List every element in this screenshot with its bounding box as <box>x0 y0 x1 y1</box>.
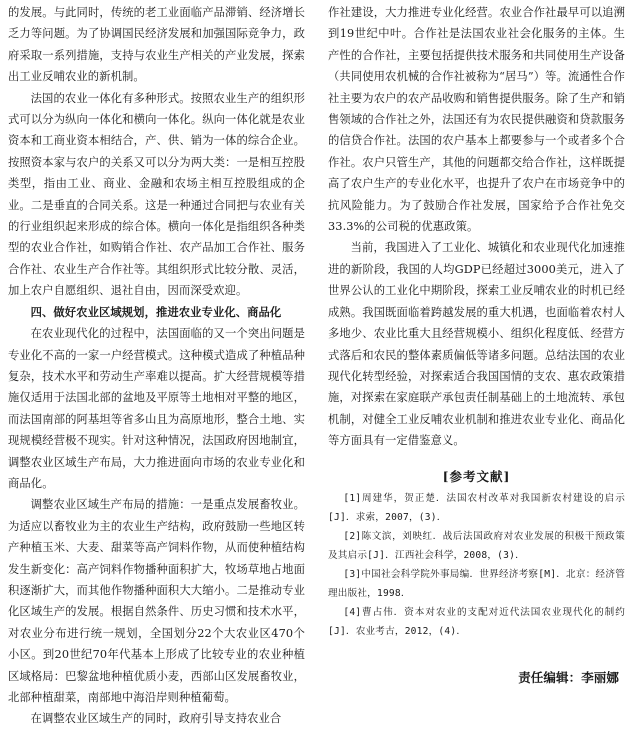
reference-item-4: [4]曹占伟．资本对农业的支配对近代法国农业现代化的制约[J]．农业考古，2012，(4)． <box>328 606 625 637</box>
left-paragraph-1: 的发展。与此同时，传统的老工业面临产品滞销、经济增长乏力等问题。为了协调国民经济发展和加强国际竞争力，政府采取一系列措施，支持与农业生产相关的产业发展，探索出工业反哺农业的新机制。 <box>8 6 305 84</box>
reference-item-2: [2]陈文滨，刘映红．战后法国政府对农业发展的积极干预政策及其启示[J]．江西社会科学，2008，(3)． <box>328 530 625 561</box>
reference-item-1: [1]周建华，贺正楚．法国农村改革对我国新农村建设的启示[J]．求索，2007，(3)． <box>328 492 625 523</box>
right-column <box>328 2 625 739</box>
left-paragraph-5: 在调整农业区域生产的同时，政府引导支持农业合 <box>30 712 282 726</box>
left-paragraph-2: 法国的农业一体化有多种形式。按照农业生产的组织形式可以分为纵向一体化和横向一体化。纵向一体化就是农业资本和工商业资本相结合，产、供、销为一体的综合企业。按照资本家与农户的关系又可以分为两大类：一是相互控股类型，指由工业、商业、金融和农场主相互控股组成的企业。二是垂直的合同关系。这是一种通过合同把与农业有关的行业组织起来形成的综合体。横向一体化是指组织各种类型的农业合作社，如购销合作社、农产品加工合作社、服务合作社、农业生产合作社等。其组织形式比较分散、灵活，加上农户自愿组织、退社自由，因而深受欢迎。 <box>8 91 305 298</box>
left-paragraph-4: 调整农业区域生产布局的措施：一是重点发展畜牧业。为适应以畜牧业为主的农业生产结构，政府鼓励一些地区转产种植玉米、大麦、甜菜等高产饲料作物，从而使种植结构发生新变化：高产饲料作物播种面积扩大，牧场草地占地面积逐渐扩大，而其他作物播种面积大大缩小。二是推动专业化区域生产的发展。根据自然条件、历史习惯和技术水平，对农业分布进行统一规划，全国划分22个大农业区470个小区。到20世纪70年代基本上形成了比较专业的农业种植区域格局：巴黎盆地种植优质小麦，西部山区发展畜牧业，北部种植甜菜，南部地中海沿岸则种植葡萄。 <box>8 498 305 704</box>
left-paragraph-3: 在农业现代化的过程中，法国面临的又一个突出问题是专业化不高的一家一户经营模式。这种模式造成了种植品种复杂，技术水平和劳动生产率难以提高。扩大经营规模等措施仅适用于法国北部的盆地及平原等土地相对平整的地区，而法国南部的阿基坦等省多山且为高原地形，整合土地、实现规模经营极不现实。针对这种情况，法国政府因地制宜，调整农业区域生产布局，大力推进面向市场的农业专业化和商品化。 <box>8 327 305 490</box>
section-heading-4: 四、做好农业区域规划，推进农业专业化、商品化 <box>30 304 282 319</box>
responsible-editor: 责任编辑：李丽娜 <box>518 669 619 685</box>
left-column <box>8 2 305 739</box>
reference-item-3: [3]中国社会科学院外事局编．世界经济考察[M]．北京：经济管理出版社，1998． <box>328 568 625 599</box>
right-paragraph-2: 当前，我国进入了工业化、城镇化和农业现代化加速推进的新阶段，我国的人均GDP已经超过3000美元，进入了世界公认的工业化中期阶段，探索工业反哺农业的时机已经成熟。我国既面临着跨越发展的重大机遇，也面临着农村人多地少、农业比重大且经营规模小、组织化程度低、经营方式落后和农民的整体素质偏低等诸多问题。总结法国的农业现代化转型经验，对探索适合我国国情的支农、惠农政策措施，对探索在家庭联产承包责任制基础上的土地流转、承包机制，对健全工业反哺农业机制和推进农业专业化、商品化等方面具有一定借鉴意义。 <box>328 241 625 448</box>
references-title: [参考文献] <box>442 468 511 484</box>
right-paragraph-1: 作社建设，大力推进专业化经营。农业合作社最早可以追溯到19世纪中叶。合作社是法国农业社会化服务的主体。生产性的合作社，主要包括提供技术服务和共同使用生产设备（共同使用农机械的合作社被称为“居马”）等。流通性合作社主要为农户的农产品收购和销售提供服务。除了生产和销售领域的合作社之外，法国还有为农民提供融资和贷款服务的信贷合作社。法国的农户基本上都要参与一个或者多个合作社。农户只管生产，其他的问题都交给合作社，这样既提高了农户生产的专业化水平，也提升了农户在市场竞争中的抗风险能力。为了鼓励合作社发展，国家给予合作社免交33.3%的公司税的优惠政策。 <box>328 6 625 234</box>
